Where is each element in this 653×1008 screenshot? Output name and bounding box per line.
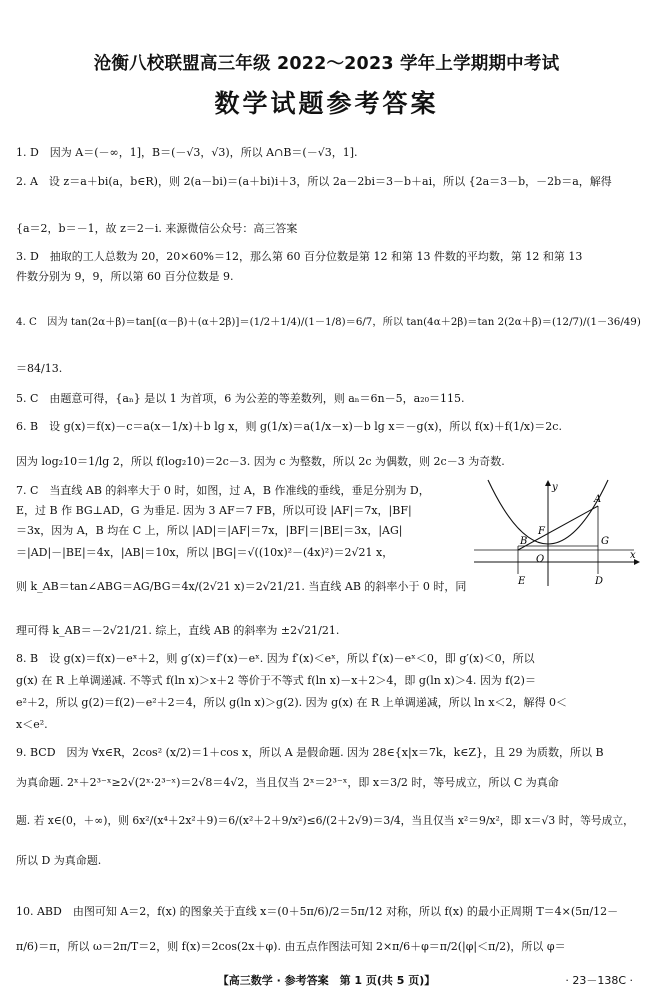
- answer-q10-line2: π/6)＝π，所以 ω＝2π/T＝2，则 f(x)＝2cos(2x＋φ). 由五点作图法可知 2×π/6＋φ＝π/2(|φ|＜π/2)，所以 φ＝: [16, 940, 566, 953]
- answer-q10-line1: 10. ABD 由图可知 A＝2，f(x) 的图象关于直线 x＝(0＋5π/6)/2＝5π/12 对称，所以 f(x) 的最小正周期 T＝4×(5π/12－: [16, 905, 619, 918]
- answer-q7-line3: ＝3x，因为 A，B 均在 C 上，所以 |AD|＝|AF|＝7x，|BF|＝|BE|＝3x，|AG|: [16, 524, 403, 537]
- answer-q3-line1: 3. D 抽取的工人总数为 20，20×60%＝12，那么第 60 百分位数是第 12 和第 13 件数的平均数，第 12 和第 13: [16, 250, 583, 263]
- answer-q8-line2: g(x) 在 R 上单调递减. 不等式 f(ln x)＞x＋2 等价于不等式 f(ln x)－x＋2＞4，即 g(ln x)＞4. 因为 f(2)＝: [16, 674, 536, 687]
- answer-q3-line2: 件数分别为 9，9，所以第 60 百分位数是 9.: [16, 270, 234, 283]
- parabola-figure: [474, 478, 642, 588]
- answer-q8-line4: x＜e².: [16, 718, 48, 731]
- label-d: D: [595, 576, 604, 587]
- answer-q7-line5: 则 k_AB＝tan∠ABG＝AG/BG＝4x/(2√21 x)＝2√21/21. 当直线 AB 的斜率小于 0 时，同: [16, 580, 467, 593]
- answer-q9-line1: 9. BCD 因为 ∀x∈R，2cos² (x/2)＝1＋cos x，所以 A 是假命题. 因为 28∈{x|x＝7k，k∈Z}，且 29 为质数，所以 B: [16, 746, 604, 759]
- answer-q7-line1: 7. C 当直线 AB 的斜率大于 0 时，如图，过 A，B 作准线的垂线，垂足分别为 D，: [16, 484, 430, 497]
- answer-q9-line2: 为真命题. 2ˣ＋2³⁻ˣ≥2√(2ˣ·2³⁻ˣ)＝2√8＝4√2，当且仅当 2ˣ＝2³⁻ˣ，即 x＝3/2 时，等号成立，所以 C 为真命: [16, 776, 559, 789]
- answer-q2-line1: 2. A 设 z＝a＋bi(a，b∈R)，则 2(a－bi)＝(a＋bi)i＋3，所以 2a－2bi＝3－b＋ai，所以 {2a＝3－b，－2b＝a，解得: [16, 175, 612, 188]
- answer-q4-line2: ＝84/13.: [16, 362, 63, 375]
- label-origin: O: [536, 554, 545, 565]
- y-axis-arrow: [545, 480, 551, 486]
- answer-q4-line1: 4. C 因为 tan(2α＋β)＝tan[(α－β)＋(α＋2β)]＝(1/2＋1/4)/(1－1/8)＝6/7，所以 tan(4α＋2β)＝tan 2(2α＋β)＝(12/7)/(1－36/49): [16, 316, 641, 328]
- label-f: F: [538, 526, 545, 537]
- answer-q7-line6: 理可得 k_AB＝－2√21/21. 综上，直线 AB 的斜率为 ±2√21/21.: [16, 624, 340, 637]
- answer-q2-line2: {a＝2，b＝－1，故 z＝2－i. 来源微信公众号：高三答案: [16, 222, 298, 235]
- label-e: E: [518, 576, 526, 587]
- answer-q6-line1: 6. B 设 g(x)＝f(x)－c＝a(x－1/x)＋b lg x，则 g(1/x)＝a(1/x－x)－b lg x＝－g(x)，所以 f(x)＋f(1/x)＝2c.: [16, 420, 562, 433]
- label-b: B: [520, 536, 528, 547]
- chord-ab: [518, 506, 598, 550]
- footer-code: · 23－138C ·: [565, 974, 633, 987]
- answer-q6-line2: 因为 log₂10＝1/lg 2，所以 f(log₂10)＝2c－3. 因为 c 为整数，所以 2c 为偶数，则 2c－3 为奇数.: [16, 455, 505, 468]
- exam-title: 沧衡八校联盟高三年级 2022～2023 学年上学期期中考试: [93, 54, 560, 74]
- answer-q1: 1. D 因为 A＝(－∞，1]，B＝(－√3，√3)，所以 A∩B＝(－√3，1].: [16, 146, 358, 159]
- answer-subtitle: 数学试题参考答案: [214, 89, 439, 118]
- label-y: y: [552, 482, 558, 493]
- label-g: G: [601, 536, 609, 547]
- answer-q8-line3: e²＋2，所以 g(2)＝f(2)－e²＋2＝4，所以 g(ln x)＞g(2). 因为 g(x) 在 R 上单调递减，所以 ln x＜2，解得 0＜: [16, 696, 568, 709]
- answer-q8-line1: 8. B 设 g(x)＝f(x)－eˣ＋2，则 g′(x)＝f′(x)－eˣ. 因为 f′(x)＜eˣ，所以 f′(x)－eˣ＜0，即 g′(x)＜0，所以: [16, 652, 535, 665]
- answer-q9-line3: 题. 若 x∈(0，＋∞)，则 6x²/(x⁴＋2x²＋9)＝6/(x²＋2＋9/x²)≤6/(2＋2√9)＝3/4，当且仅当 x²＝9/x²，即 x＝√3 时，等号成立，: [16, 814, 634, 827]
- label-x: x: [630, 550, 636, 561]
- answer-q7-line2: E，过 B 作 BG⊥AD，G 为垂足. 因为 3 AF＝7 FB，所以可设 |AF|＝7x，|BF|: [16, 504, 412, 517]
- footer-page-info: 【高三数学 · 参考答案 第 1 页(共 5 页)】: [217, 974, 436, 987]
- answer-q9-line4: 所以 D 为真命题.: [16, 854, 102, 867]
- label-a: A: [594, 494, 602, 505]
- answer-q7-line4: ＝|AD|－|BE|＝4x，|AB|＝10x，所以 |BG|＝√((10x)²－(4x)²)＝2√21 x，: [16, 546, 394, 559]
- answer-q5: 5. C 由题意可得，{aₙ} 是以 1 为首项，6 为公差的等差数列，则 aₙ＝6n－5，a₂₀＝115.: [16, 392, 465, 405]
